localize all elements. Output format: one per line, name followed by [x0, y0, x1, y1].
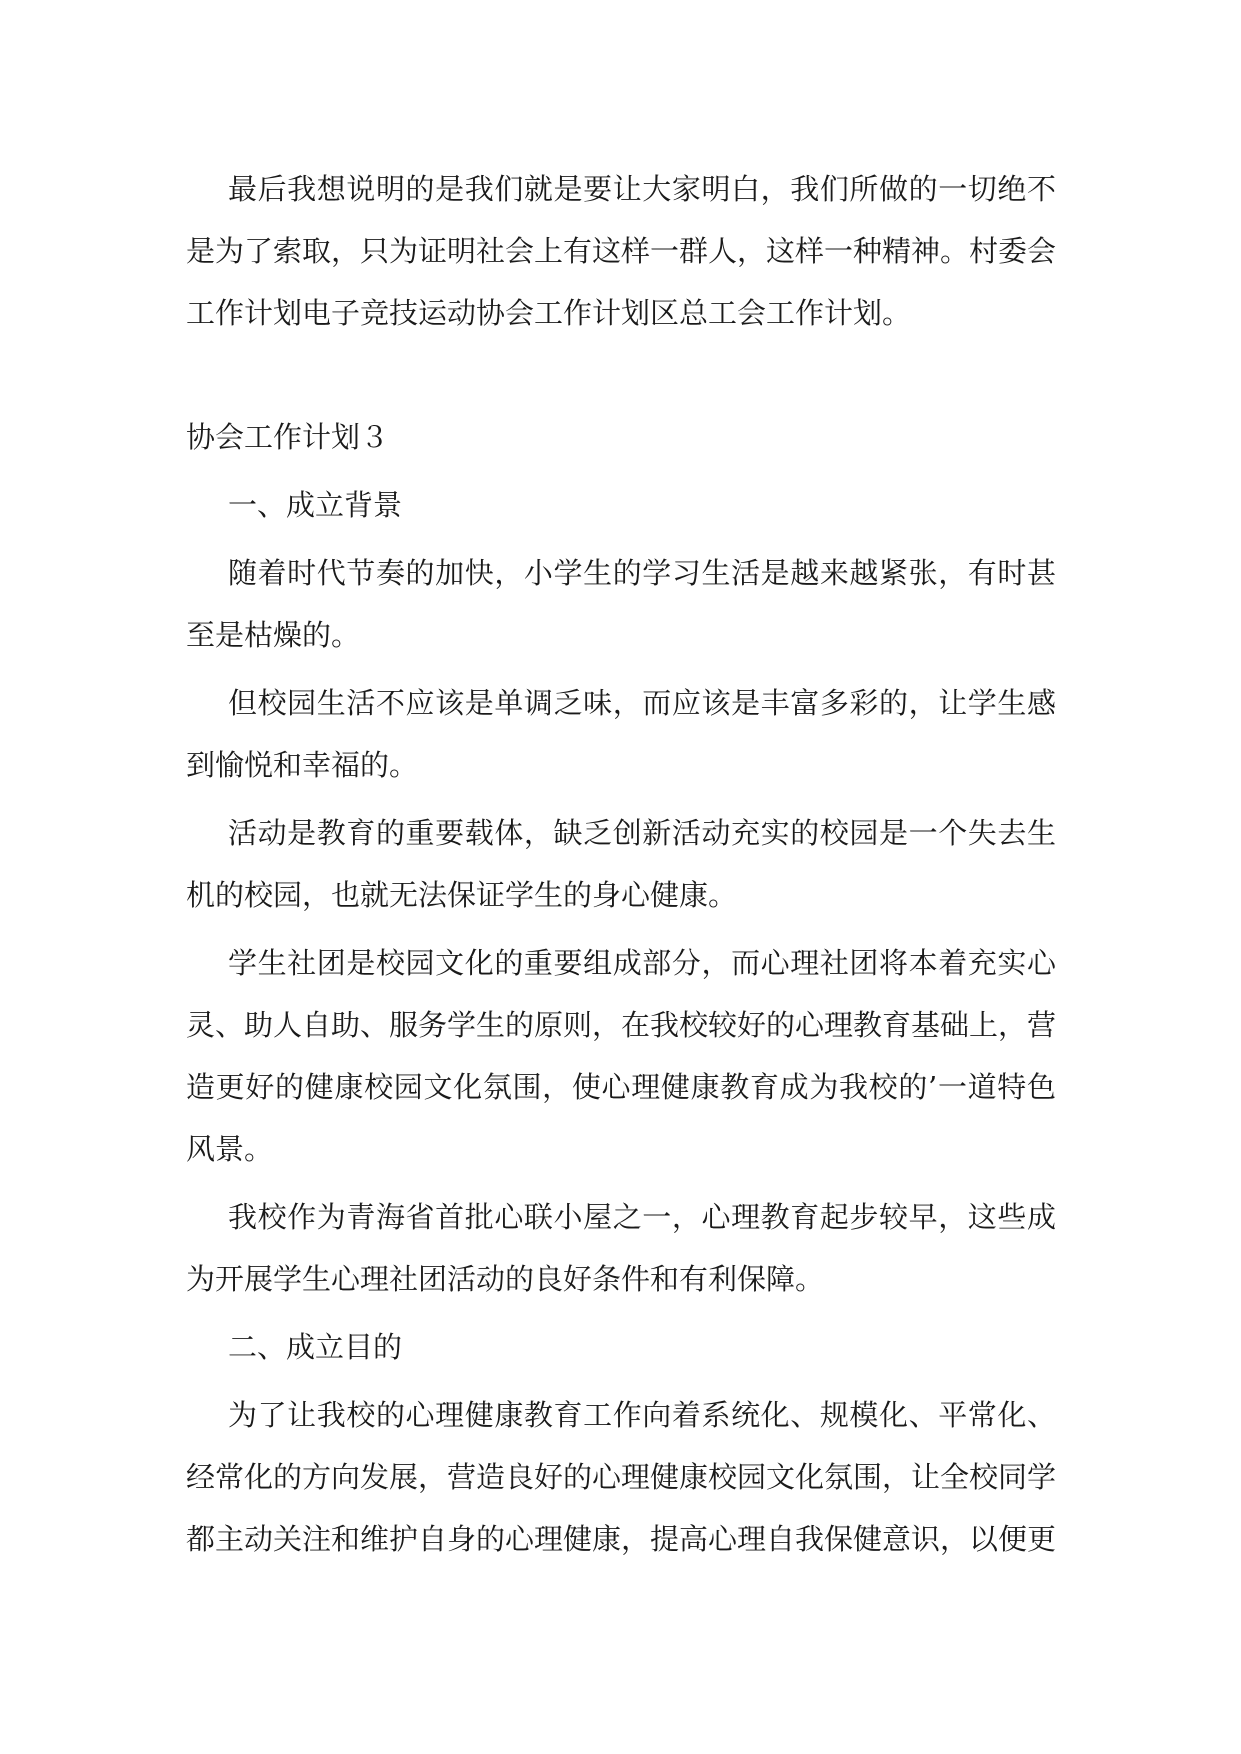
document-body: [186, 158, 1056, 1576]
heading-purpose: 二、成立目的: [228, 1330, 403, 1364]
section-spacer: [186, 350, 1056, 406]
paragraph-3: 活动是教育的重要载体，缺乏创新活动充实的校园是一个失去生机的校园，也就无法保证学生的身心健康。: [186, 816, 1056, 912]
paragraph-2: 但校园生活不应该是单调乏味，而应该是丰富多彩的，让学生感到愉悦和幸福的。: [186, 686, 1056, 782]
paragraph-6: 为了让我校的心理健康教育工作向着系统化、规模化、平常化、经常化的方向发展，营造良好的心理健康校园文化氛围，让全校同学都主动关注和维护自身的心理健康，提高心理自我保健意识，以便更: [186, 1398, 1057, 1556]
section-title: 协会工作计划３: [186, 420, 390, 454]
paragraph-4: 学生社团是校园文化的重要组成部分，而心理社团将本着充实心灵、助人自助、服务学生的原则，在我校较好的心理教育基础上，营造更好的健康校园文化氛围，使心理健康教育成为我校的’一道特色风景。: [186, 946, 1057, 1166]
paragraph-5: 我校作为青海省首批心联小屋之一，心理教育起步较早，这些成为开展学生心理社团活动的良好条件和有利保障。: [186, 1200, 1056, 1296]
paragraph-1: 随着时代节奏的加快，小学生的学习生活是越来越紧张，有时甚至是枯燥的。: [186, 556, 1056, 652]
heading-background: 一、成立背景: [228, 488, 403, 522]
intro-paragraph: 最后我想说明的是我们就是要让大家明白，我们所做的一切绝不是为了索取，只为证明社会上有这样一群人，这样一种精神。村委会工作计划电子竞技运动协会工作计划区总工会工作计划。: [186, 172, 1057, 330]
